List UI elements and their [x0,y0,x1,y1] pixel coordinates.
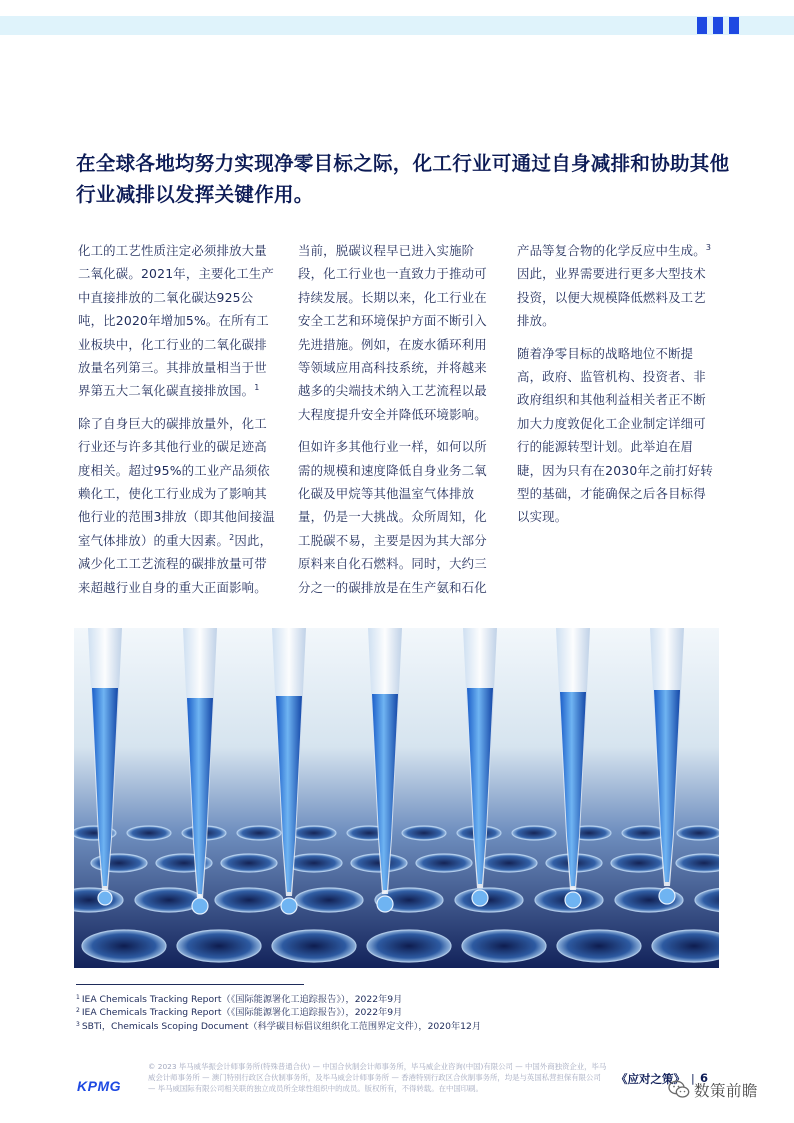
paragraph-text: 产品等复合物的化学反应中生成。 [517,243,706,258]
header-square [697,17,707,34]
footnote [76,1019,736,1032]
footnote-ref: 3 [705,243,712,252]
paragraph-text: 化工的工艺性质注定必须排放大量二氧化碳。2021年，主要化工生产中直接排放的二氧化碳达925公吨，比2020年增加5%。在所有工业板块中，化工行业的二氧化碳排放量名列第三。其排放量相当于世界第五大二氧化碳直接排放国。 [78,243,275,399]
header-square [713,17,723,34]
paragraph [78,239,278,403]
paragraph-text: 因此，业界需要进行更多大型技术投资，以便大规模降低燃料及工艺排放。 [517,266,706,329]
headline-line: 行业减排以发挥关键作用。 [76,183,314,206]
kpmg-logo: KPMG [77,1078,121,1094]
paragraph [78,412,278,599]
pipette-illustration [74,628,719,968]
watermark-text: 数策前瞻 [694,1082,759,1100]
paragraph [517,239,717,333]
text-column-1 [78,239,278,608]
page-number: 6 [700,1071,709,1085]
paragraph-text: 除了自身巨大的碳排放量外，化工行业还与许多其他行业的碳足迹高度相关。超过95%的工业产品须依赖化工，使化工行业成为了影响其他行业的范围3排放（即其他间接温室气体排放）的重大因素。 [78,415,275,548]
footnote-rule [76,984,304,985]
footnote-text: IEA Chemicals Tracking Report（《国际能源署化工追踪报告》），2022年9月 [81,1007,403,1019]
wechat-icon [668,1080,690,1099]
page-separator: | [691,1072,695,1085]
footnote-number: 3 [76,1020,80,1028]
footnote [76,992,736,1005]
footnotes [76,992,736,1032]
footnote-text: IEA Chemicals Tracking Report（《国际能源署化工追踪报告》），2022年9月 [81,994,403,1005]
text-column-2 [298,239,498,608]
footnote [76,1005,736,1018]
paragraph: 当前，脱碳议程早已进入实施阶段，化工行业也一直致力于推动可持续发展。长期以来，化工行业在安全工艺和环境保护方面不断引入先进措施。例如，在废水循环利用等领域应用高科技系统，并将越来越多的尖端技术纳入工艺流程以最大程度提升安全并降低环境影响。 [298,243,487,422]
paragraph: 但如许多其他行业一样，如何以所需的规模和速度降低自身业务二氧化碳及甲烷等其他温室气体排放量，仍是一大挑战。众所周知，化工脱碳不易，主要是因为其大部分原料来自化石燃料。同时，大约三分之一的碳排放是在生产氨和石化 [298,439,487,595]
header-square [729,17,739,34]
text-column-3 [517,239,717,538]
footnote-ref: 2 [229,532,235,542]
header-band [0,16,794,35]
report-title: 《应对之策》 [616,1072,685,1086]
footnote-ref: 1 [254,383,260,393]
footnote-number: 2 [76,1007,80,1015]
copyright-notice: © 2023 毕马威华振会计师事务所(特殊普通合伙) — 中国合伙制会计师事务所，毕马威企业咨询(中国)有限公司 — 中国外商独资企业，毕马威会计师事务所 — 澳门特别行政区合伙制事务所，及毕马威会计师事务所 — 香港特别行政区合伙制事务所，均是与英国私营担保有限公司 — 毕马威国际有限公司相关联的独立成员所全球性组织中的成员。版权所有，不得转载。在中国印刷。 [148,1062,607,1093]
headline [76,148,736,210]
paragraph: 随着净零目标的战略地位不断提高，政府、监管机构、投资者、非政府组织和其他利益相关者正不断加大力度敦促化工企业制定详细可行的能源转型计划。此举迫在眉睫，因为只有在2030年之前打好转型的基础，才能确保之后各目标得以实现。 [517,345,714,525]
pipette-photo [74,628,719,968]
footnote-number: 1 [76,994,80,1001]
header-squares [697,17,739,34]
paragraph-text: 因此，减少化工工艺流程的碳排放量可带来超越行业自身的重大正面影响。 [78,532,273,595]
footnote-text: SBTi，Chemicals Scoping Document（科学碳目标倡议组织化工范围界定文件），2020年12月 [81,1020,482,1032]
headline-line: 在全球各地均努力实现净零目标之际，化工行业可通过自身减排和协助其他 [76,152,730,175]
